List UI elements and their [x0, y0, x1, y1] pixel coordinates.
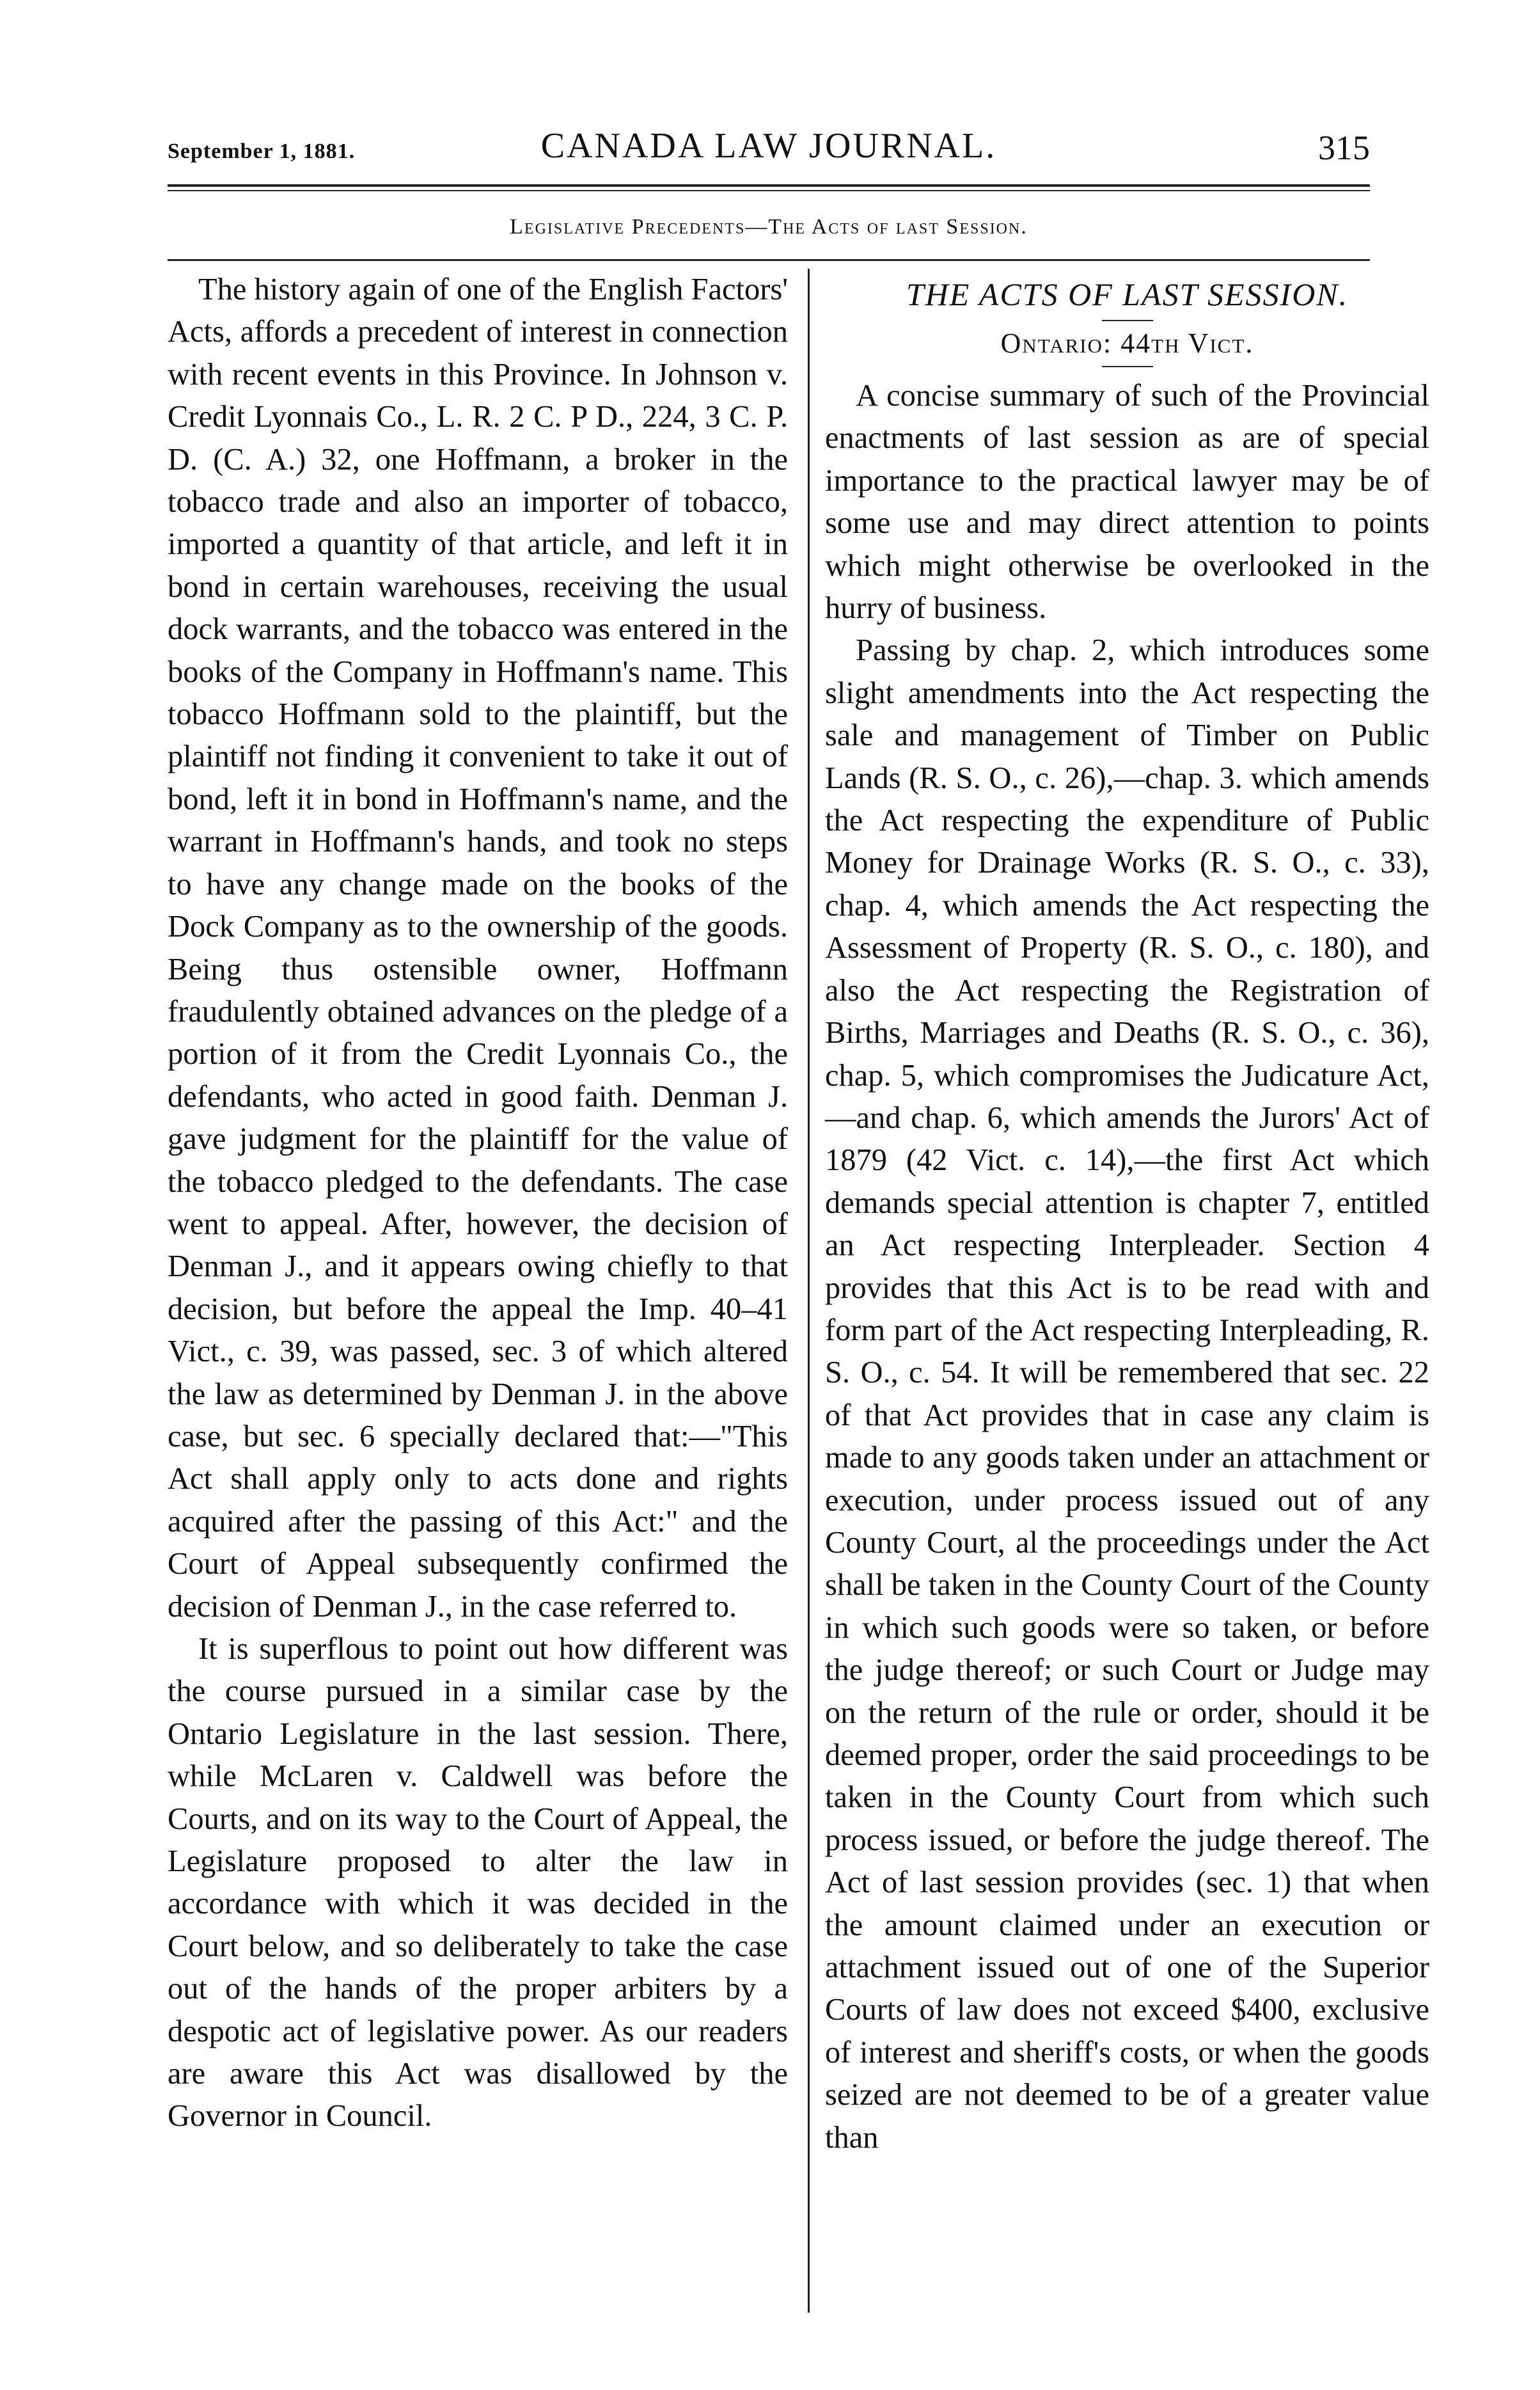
page-number: 315	[1318, 129, 1370, 167]
spacer	[825, 367, 1429, 375]
left-paragraph-1: The history again of one of the English Factors' Acts, affords a precedent of interest in connection with recent events in this Province. In Johnson v. Credit Lyonnais Co., L. R. 2 C. P D., 224, 3 C. P. D. (C. A.) 32, one Hoffmann, a broker in the tobacco trade and also an importer of tobacco, imported a quantity of that article, and left it in bond in certain warehouses, receiving the usual dock warrants, and the tobacco was entered in the books of the Company in Hoffmann's name. This tobacco Hoffmann sold to the plaintiff, but the plaintiff not finding it convenient to take it out of bond, left it in bond in Hoffmann's name, and the warrant in Hoffmann's hands, and took no steps to have any change made on the books of the Dock Company as to the ownership of the goods. Being thus ostensible owner, Hoffmann fraudulently obtained advances on the pledge of a portion of it from the Credit Lyonnais Co., the defendants, who acted in good faith. Denman J. gave judgment for the plaintiff for the value of the tobacco pledged to the defendants. The case went to appeal. After, however, the decision of Denman J., and it appears owing chiefly to that decision, but before the appeal the Imp. 40–41 Vict., c. 39, was passed, sec. 3 of which altered the law as determined by Denman J. in the above case, but sec. 6 specially declared that:—"This Act shall apply only to acts done and rights acquired after the passing of this Act:" and the Court of Appeal subsequently confirmed the decision of Denman J., in the case referred to.	[168, 273, 788, 1624]
section-heading-rule	[168, 259, 1370, 261]
running-head	[168, 120, 1370, 178]
journal-title: CANADA LAW JOURNAL.	[540, 126, 997, 166]
left-paragraph-2: It is superflous to point out how different was the course pursued in a similar case by the Ontario Legislature in the last session. There, while McLaren v. Caldwell was before the Courts, and on its way to the Court of Appeal, the Legislature proposed to alter the law in accordance with which it was decided in the Court below, and so deliberately to take the case out of the hands of the proper arbiters by a despotic act of legislative power. As our readers are aware this Act was disallowed by the Governor in Council.	[168, 1632, 788, 2133]
right-paragraph-1: A concise summary of such of the Provincial enactments of last session as are of special importance to the practical lawyer may be of some use and may direct attention to points which might otherwise be overlooked in the hurry of business.	[825, 379, 1429, 626]
header-rule-thin	[168, 190, 1370, 191]
right-column	[825, 269, 1429, 2159]
header-rule-thick	[168, 184, 1370, 187]
column-divider	[808, 269, 810, 2313]
section-heading: Legislative Precedents—The Acts of last Session.	[510, 215, 1028, 239]
right-paragraph-2: Passing by chap. 2, which introduces some slight amendments into the Act respecting the sale and management of Timber on Public Lands (R. S. O., c. 26),—chap. 3. which amends the Act respecting the expenditure of Public Money for Drainage Works (R. S. O., c. 33), chap. 4, which amends the Act respecting the Assessment of Property (R. S. O., c. 180), and also the Act respecting the Registration of Births, Marriages and Deaths (R. S. O., c. 36), chap. 5, which compromises the Judicature Act,—and chap. 6, which amends the Jurors' Act of 1879 (42 Vict. c. 14),—the first Act which demands special attention is chapter 7, entitled an Act respecting Interpleader. Section 4 provides that this Act is to be read with and form part of the Act respecting Interpleading, R. S. O., c. 54. It will be remembered that sec. 22 of that Act provides that in case any claim is made to any goods taken under an attachment or execution, under process issued out of any County Court, al the proceedings under the Act shall be taken in the County Court of the County in which such goods were so taken, or before the judge thereof; or such Court or Judge may on the return of the rule or order, should it be deemed proper, order the said proceedings to be taken in the County Court from which such process issued, or before the judge thereof. The Act of last session provides (sec. 1) that when the amount claimed under an execution or attachment issued out of one of the Superior Courts of law does not exceed $400, exclusive of interest and sheriff's costs, or when the goods seized are not deemed to be of a greater value than	[825, 633, 1429, 2155]
article-subtitle: Ontario: 44th Vict.	[1000, 328, 1254, 359]
issue-date: September 1, 1881.	[168, 139, 356, 163]
article-title: THE ACTS OF LAST SESSION.	[906, 276, 1349, 312]
left-column	[168, 269, 788, 2138]
